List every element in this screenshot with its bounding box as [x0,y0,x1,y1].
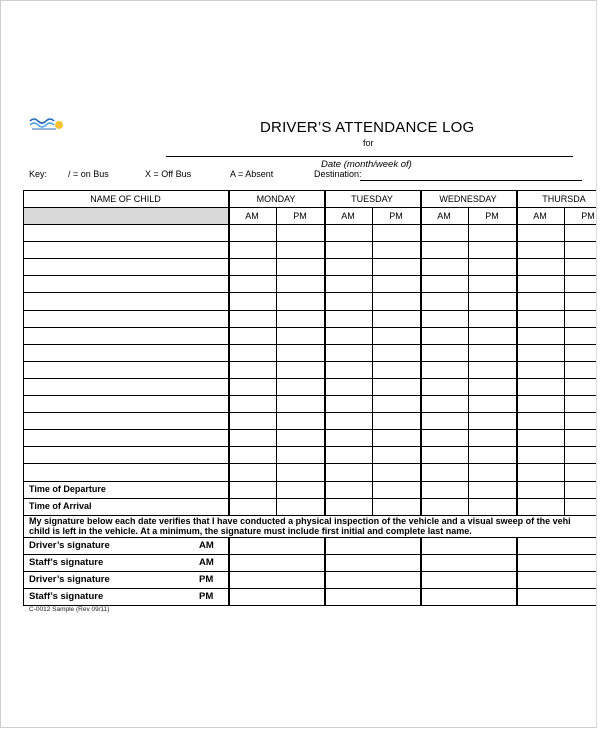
attendance-cell[interactable] [324,344,372,361]
attendance-cell[interactable] [276,258,324,275]
signature-field[interactable] [324,554,420,571]
day-header-3: THURSDA [542,193,586,204]
signature-field[interactable] [420,537,516,554]
attendance-cell[interactable] [276,241,324,258]
attendance-cell[interactable] [276,224,324,241]
attendance-cell[interactable] [276,463,324,480]
attendance-cell[interactable] [468,412,516,429]
signature-field[interactable] [516,588,597,605]
signature-field[interactable] [516,571,597,588]
row-divider [23,412,597,413]
key-label: Key: [29,169,48,179]
row-divider [23,344,597,345]
row-divider [23,327,597,328]
key-on-bus: / = on Bus [68,169,109,179]
signature-field[interactable] [324,537,420,554]
attendance-cell[interactable] [276,292,324,309]
destination-underline [360,180,582,181]
am-header: AM [341,210,355,221]
attendance-cell[interactable] [564,361,597,378]
attendance-cell[interactable] [564,446,597,463]
document-title: DRIVER’S ATTENDANCE LOG [260,119,475,136]
destination-label: Destination: [314,169,362,179]
attendance-cell[interactable] [324,463,372,480]
signature-period: AM [199,539,214,551]
attendance-cell[interactable] [420,378,468,395]
attendance-cell[interactable] [420,241,468,258]
day-header-1: TUESDAY [351,193,393,204]
table-left-border [23,190,24,605]
attendance-cell[interactable] [372,224,420,241]
table-top-border [23,190,597,191]
attendance-cell[interactable] [564,378,597,395]
column-divider [420,190,422,515]
attendance-cell[interactable] [420,412,468,429]
attendance-cell[interactable] [564,463,597,480]
attendance-cell[interactable] [372,429,420,446]
row-divider [23,361,597,362]
child-name-cell[interactable] [23,361,228,378]
attendance-cell[interactable] [516,378,564,395]
child-name-cell[interactable] [23,429,228,446]
attendance-cell[interactable] [468,395,516,412]
attendance-cell[interactable] [564,412,597,429]
row-divider [23,207,597,208]
attendance-cell[interactable] [324,361,372,378]
day-header-0: MONDAY [256,193,296,204]
signature-field[interactable] [420,554,516,571]
column-divider [516,537,518,605]
row-divider [23,378,597,379]
attendance-cell[interactable] [516,361,564,378]
column-divider [372,207,373,515]
attendance-cell[interactable] [564,241,597,258]
attendance-cell[interactable] [324,292,372,309]
row-divider [23,463,597,464]
row-divider [23,275,597,276]
attendance-cell[interactable] [516,344,564,361]
attendance-cell[interactable] [420,446,468,463]
attendance-cell[interactable] [372,395,420,412]
attendance-cell[interactable] [324,275,372,292]
signature-field[interactable] [228,588,324,605]
time-of-departure-label: Time of Departure [29,484,106,495]
attendance-cell[interactable] [564,429,597,446]
child-name-cell[interactable] [23,327,228,344]
child-name-cell[interactable] [23,292,228,309]
attendance-cell[interactable] [516,446,564,463]
attendance-cell[interactable] [228,378,276,395]
attendance-cell[interactable] [420,361,468,378]
child-name-cell[interactable] [23,395,228,412]
attendance-cell[interactable] [372,258,420,275]
name-of-child-header: NAME OF CHILD [90,193,161,204]
signature-period: AM [199,556,214,568]
attendance-cell[interactable] [468,275,516,292]
attendance-cell[interactable] [276,395,324,412]
verification-statement-line1: My signature below each date verifies that I have conducted a physical inspection of the vehicle and a visual sweep of the vehi [29,515,571,526]
attendance-cell[interactable] [276,275,324,292]
attendance-cell[interactable] [420,258,468,275]
attendance-cell[interactable] [372,292,420,309]
signature-field[interactable] [228,554,324,571]
attendance-cell[interactable] [468,258,516,275]
attendance-cell[interactable] [372,378,420,395]
attendance-cell[interactable] [228,275,276,292]
attendance-cell[interactable] [324,378,372,395]
signature-label: Staff’s signature [29,590,104,602]
attendance-cell[interactable] [372,463,420,480]
attendance-cell[interactable] [468,224,516,241]
attendance-cell[interactable] [324,395,372,412]
attendance-cell[interactable] [420,327,468,344]
attendance-table [23,190,597,620]
attendance-cell[interactable] [420,463,468,480]
row-divider [23,537,597,538]
attendance-cell[interactable] [372,344,420,361]
attendance-cell[interactable] [564,292,597,309]
column-divider [276,207,277,515]
row-divider [23,310,597,311]
am-header: AM [245,210,259,221]
attendance-cell[interactable] [228,463,276,480]
attendance-cell[interactable] [324,429,372,446]
attendance-cell[interactable] [468,446,516,463]
attendance-cell[interactable] [276,429,324,446]
signature-field[interactable] [228,537,324,554]
attendance-cell[interactable] [372,310,420,327]
day-header-2: WEDNESDAY [439,193,497,204]
attendance-cell[interactable] [516,395,564,412]
date-underline [166,156,573,157]
row-divider [23,481,597,482]
row-divider [23,395,597,396]
signature-label: Staff’s signature [29,556,104,568]
attendance-cell[interactable] [276,344,324,361]
child-name-cell[interactable] [23,378,228,395]
time-of-arrival-label: Time of Arrival [29,501,92,512]
attendance-cell[interactable] [420,395,468,412]
attendance-cell[interactable] [516,327,564,344]
attendance-cell[interactable] [324,446,372,463]
attendance-cell[interactable] [228,429,276,446]
child-name-cell[interactable] [23,412,228,429]
attendance-cell[interactable] [276,327,324,344]
signature-label: Driver’s signature [29,573,110,585]
child-name-cell[interactable] [23,241,228,258]
attendance-cell[interactable] [372,446,420,463]
form-number: C-0012 Sample (Rev 09/11) [29,606,110,613]
attendance-cell[interactable] [228,292,276,309]
pm-header: PM [581,210,595,221]
attendance-cell[interactable] [468,310,516,327]
attendance-cell[interactable] [276,310,324,327]
attendance-cell[interactable] [228,446,276,463]
attendance-cell[interactable] [420,344,468,361]
row-divider [23,429,597,430]
row-divider [23,224,597,225]
attendance-cell[interactable] [228,258,276,275]
column-divider [228,537,230,605]
signature-field[interactable] [516,554,597,571]
signature-field[interactable] [324,588,420,605]
attendance-cell[interactable] [324,241,372,258]
attendance-cell[interactable] [468,241,516,258]
attendance-cell[interactable] [372,412,420,429]
attendance-cell[interactable] [276,446,324,463]
attendance-cell[interactable] [420,429,468,446]
row-divider [23,554,597,555]
signature-field[interactable] [420,571,516,588]
pm-header: PM [485,210,499,221]
signature-field[interactable] [228,571,324,588]
attendance-cell[interactable] [564,310,597,327]
attendance-cell[interactable] [420,310,468,327]
row-divider [23,498,597,499]
attendance-cell[interactable] [564,344,597,361]
row-divider [23,241,597,242]
attendance-cell[interactable] [564,275,597,292]
attendance-cell[interactable] [372,327,420,344]
pm-header: PM [389,210,403,221]
verification-statement-line2: child is left in the vehicle. At a minimum, the signature must include first initial and complete last name. [29,525,472,536]
attendance-cell[interactable] [516,292,564,309]
pm-header: PM [293,210,307,221]
signature-field[interactable] [420,588,516,605]
attendance-cell[interactable] [468,378,516,395]
attendance-cell[interactable] [516,429,564,446]
attendance-cell[interactable] [372,275,420,292]
column-divider [516,190,518,515]
signature-label: Driver’s signature [29,539,110,551]
child-name-cell[interactable] [23,463,228,480]
child-name-cell[interactable] [23,258,228,275]
attendance-cell[interactable] [468,344,516,361]
attendance-cell[interactable] [468,327,516,344]
child-name-cell[interactable] [23,224,228,241]
attendance-cell[interactable] [228,241,276,258]
attendance-cell[interactable] [564,327,597,344]
attendance-cell[interactable] [228,395,276,412]
column-divider [468,207,469,515]
attendance-cell[interactable] [276,361,324,378]
column-divider [324,190,326,515]
attendance-cell[interactable] [324,224,372,241]
attendance-cell[interactable] [468,429,516,446]
attendance-cell[interactable] [324,258,372,275]
signature-period: PM [199,590,214,602]
column-divider [324,537,326,605]
attendance-cell[interactable] [276,412,324,429]
attendance-cell[interactable] [516,412,564,429]
key-absent: A = Absent [230,169,274,179]
attendance-cell[interactable] [276,378,324,395]
child-name-cell[interactable] [23,344,228,361]
date-label: Date (month/week of) [321,159,412,170]
attendance-cell[interactable] [228,310,276,327]
attendance-cell[interactable] [516,241,564,258]
attendance-cell[interactable] [516,224,564,241]
attendance-cell[interactable] [564,224,597,241]
row-divider [23,292,597,293]
am-header: AM [533,210,547,221]
attendance-cell[interactable] [324,310,372,327]
attendance-cell[interactable] [228,327,276,344]
attendance-cell[interactable] [324,327,372,344]
organization-logo [28,114,64,134]
attendance-cell[interactable] [420,224,468,241]
am-header: AM [437,210,451,221]
child-name-cell[interactable] [23,310,228,327]
for-label: for [363,138,374,148]
attendance-cell[interactable] [468,463,516,480]
column-divider [228,190,230,515]
attendance-cell[interactable] [228,344,276,361]
attendance-cell[interactable] [564,258,597,275]
attendance-cell[interactable] [420,292,468,309]
attendance-cell[interactable] [420,275,468,292]
row-divider [23,258,597,259]
column-divider [420,537,422,605]
key-off-bus: X = Off Bus [145,169,192,179]
child-name-cell[interactable] [23,446,228,463]
attendance-cell[interactable] [564,395,597,412]
attendance-cell[interactable] [468,292,516,309]
signature-field[interactable] [324,571,420,588]
row-divider [23,515,597,516]
attendance-cell[interactable] [516,463,564,480]
attendance-cell[interactable] [372,241,420,258]
row-divider [23,446,597,447]
attendance-cell[interactable] [228,224,276,241]
attendance-cell[interactable] [228,412,276,429]
attendance-cell[interactable] [516,310,564,327]
child-name-cell[interactable] [23,275,228,292]
signature-period: PM [199,573,214,585]
signature-field[interactable] [516,537,597,554]
attendance-cell[interactable] [324,412,372,429]
attendance-cell[interactable] [372,361,420,378]
column-divider [564,207,565,515]
attendance-cell[interactable] [468,361,516,378]
name-header-fill [23,207,228,224]
row-divider [23,588,597,589]
attendance-cell[interactable] [516,258,564,275]
attendance-cell[interactable] [228,361,276,378]
attendance-cell[interactable] [516,275,564,292]
row-divider [23,571,597,572]
